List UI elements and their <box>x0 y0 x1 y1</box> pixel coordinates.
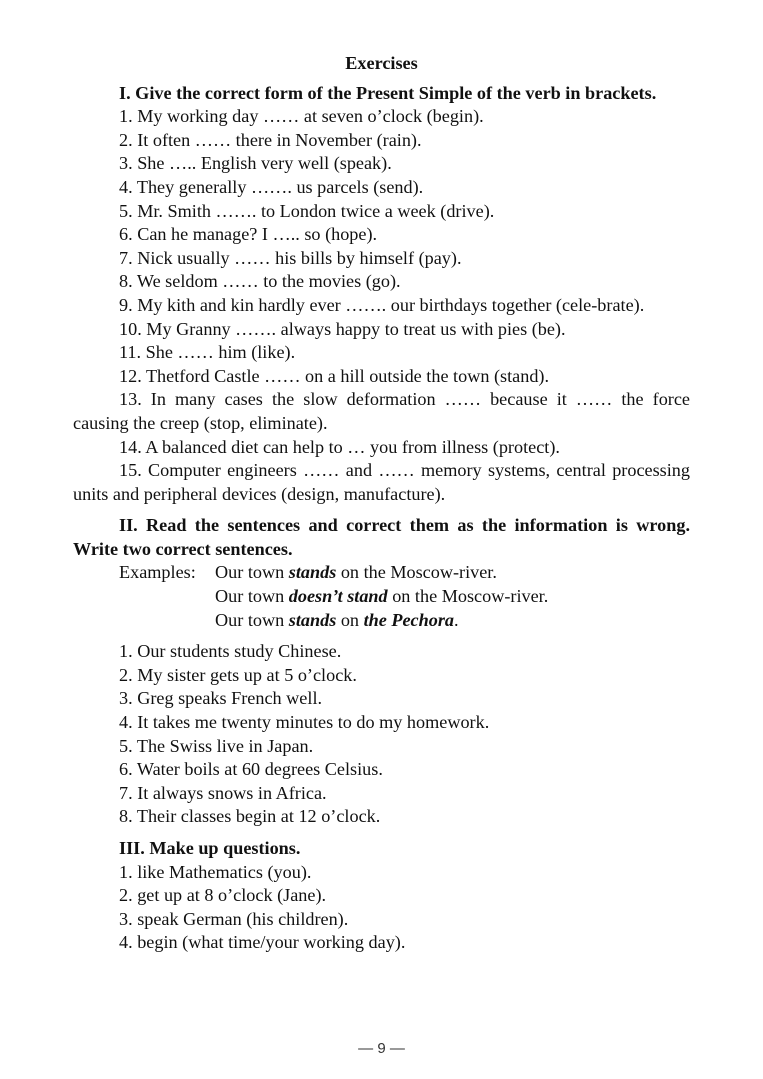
list-item: 14. A balanced diet can help to … you from illness (protect). <box>119 436 560 457</box>
list-item: 1. like Mathematics (you). <box>119 861 312 882</box>
exercise-2 <box>73 514 690 829</box>
example-line: Our town doesn’t stand on the Moscow-river. <box>215 586 549 607</box>
list-item: 8. We seldom …… to the movies (go). <box>119 271 401 292</box>
list-item: 9. My kith and kin hardly ever ……. our birthdays together (cele-brate). <box>119 294 645 315</box>
list-item: 1. Our students study Chinese. <box>119 641 342 662</box>
example-line: Our town stands on the Pechora. <box>215 609 459 630</box>
list-item: 2. get up at 8 o’clock (Jane). <box>119 885 327 906</box>
list-item: 5. The Swiss live in Japan. <box>119 735 314 756</box>
exercise-1 <box>73 82 690 507</box>
exercise-1-heading: I. Give the correct form of the Present Simple of the verb in brackets. <box>119 82 657 103</box>
list-item: 11. She …… him (like). <box>119 342 296 363</box>
page-title: Exercises <box>345 53 418 73</box>
exercise-3 <box>73 837 690 955</box>
list-item: 10. My Granny ……. always happy to treat us with pies (be). <box>119 318 566 339</box>
example-line: Our town stands on the Moscow-river. <box>215 562 497 583</box>
list-item: 3. She ….. English very well (speak). <box>119 153 392 174</box>
list-item: 3. Greg speaks French well. <box>119 688 323 709</box>
examples-block <box>119 561 690 632</box>
list-item: 7. It always snows in Africa. <box>119 782 327 803</box>
list-item: 13. In many cases the slow deformation …… because it …… the force causing the creep (stop, eliminate). <box>73 389 690 433</box>
list-item: 5. Mr. Smith ……. to London twice a week (drive). <box>119 200 495 221</box>
list-item: 1. My working day …… at seven o’clock (begin). <box>119 106 484 127</box>
page-content <box>73 52 690 955</box>
list-item: 4. They generally ……. us parcels (send). <box>119 176 424 197</box>
page-number: — 9 — <box>358 1040 405 1057</box>
examples-label: Examples: <box>119 562 196 583</box>
exercise-2-heading: II. Read the sentences and correct them as the information is wrong. Write two correct sentences. <box>73 515 690 559</box>
list-item: 6. Water boils at 60 degrees Celsius. <box>119 759 383 780</box>
list-item: 8. Their classes begin at 12 o’clock. <box>119 806 381 827</box>
list-item: 2. My sister gets up at 5 o’clock. <box>119 664 357 685</box>
list-item: 4. It takes me twenty minutes to do my homework. <box>119 712 490 733</box>
list-item: 2. It often …… there in November (rain). <box>119 129 422 150</box>
list-item: 7. Nick usually …… his bills by himself (pay). <box>119 247 462 268</box>
list-item: 3. speak German (his children). <box>119 908 349 929</box>
list-item: 15. Computer engineers …… and …… memory systems, central processing units and peripheral devices (design, manufacture). <box>73 460 690 504</box>
list-item: 6. Can he manage? I ….. so (hope). <box>119 224 378 245</box>
list-item: 12. Thetford Castle …… on a hill outside the town (stand). <box>119 365 550 386</box>
exercise-3-heading: III. Make up questions. <box>119 838 301 858</box>
list-item: 4. begin (what time/your working day). <box>119 932 406 953</box>
